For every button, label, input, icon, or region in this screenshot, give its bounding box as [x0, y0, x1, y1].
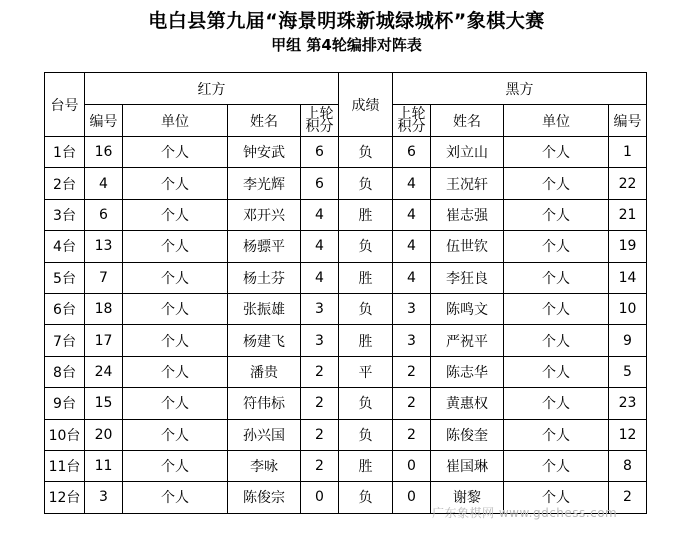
result-cell: 负 [339, 137, 393, 168]
black-number-cell: 1 [609, 137, 647, 168]
red-name-cell: 钟安武 [228, 137, 301, 168]
black-name-cell: 李狂良 [431, 262, 504, 293]
table-row [45, 388, 647, 419]
red-unit-cell: 个人 [123, 293, 228, 324]
table-row [45, 168, 647, 199]
red-name-cell: 孙兴国 [228, 419, 301, 450]
board-cell: 1台 [45, 137, 85, 168]
board-cell: 8台 [45, 356, 85, 387]
board-cell: 3台 [45, 199, 85, 230]
black-unit-cell: 个人 [504, 388, 609, 419]
red-number-cell: 7 [85, 262, 123, 293]
black-prev-score-cell: 2 [393, 419, 431, 450]
black-prev-score-cell: 0 [393, 450, 431, 481]
black-number-cell: 9 [609, 325, 647, 356]
red-number-cell: 4 [85, 168, 123, 199]
table-row [45, 356, 647, 387]
red-prev-score-cell: 2 [301, 388, 339, 419]
header-result: 成绩 [339, 73, 393, 137]
red-number-cell: 18 [85, 293, 123, 324]
red-unit-cell: 个人 [123, 199, 228, 230]
board-cell: 4台 [45, 231, 85, 262]
board-cell: 10台 [45, 419, 85, 450]
black-unit-cell: 个人 [504, 450, 609, 481]
header-board: 台号 [45, 73, 85, 137]
red-number-cell: 16 [85, 137, 123, 168]
red-unit-cell: 个人 [123, 137, 228, 168]
page-subtitle: 甲组 第4轮编排对阵表 [271, 36, 422, 54]
black-prev-score-cell: 4 [393, 199, 431, 230]
black-number-cell: 19 [609, 231, 647, 262]
header-red-number: 编号 [85, 105, 123, 137]
red-name-cell: 陈俊宗 [228, 482, 301, 513]
black-name-cell: 伍世钦 [431, 231, 504, 262]
black-number-cell: 23 [609, 388, 647, 419]
header-row-1 [45, 73, 647, 105]
header-red-prev-score [301, 105, 339, 137]
result-cell: 负 [339, 388, 393, 419]
black-number-cell: 22 [609, 168, 647, 199]
red-unit-cell: 个人 [123, 325, 228, 356]
table-body [45, 137, 647, 514]
pairing-table [44, 72, 647, 514]
header-red-prev-score-line1: 上轮 [305, 105, 334, 122]
red-prev-score-cell: 4 [301, 199, 339, 230]
page-title: 电白县第九届“海景明珠新城绿城杯”象棋大赛 [148, 10, 545, 32]
red-prev-score-cell: 6 [301, 168, 339, 199]
black-number-cell: 14 [609, 262, 647, 293]
header-black-prev-score-line1: 上轮 [397, 105, 426, 122]
header-black-name: 姓名 [431, 105, 504, 137]
red-number-cell: 17 [85, 325, 123, 356]
header-black-side: 黑方 [393, 73, 647, 105]
result-cell: 胜 [339, 262, 393, 293]
red-number-cell: 6 [85, 199, 123, 230]
red-unit-cell: 个人 [123, 388, 228, 419]
black-prev-score-cell: 3 [393, 325, 431, 356]
result-cell: 负 [339, 168, 393, 199]
table-row [45, 450, 647, 481]
header-red-side: 红方 [85, 73, 339, 105]
table-row [45, 293, 647, 324]
header-red-name: 姓名 [228, 105, 301, 137]
red-name-cell: 符伟标 [228, 388, 301, 419]
red-prev-score-cell: 0 [301, 482, 339, 513]
black-number-cell: 12 [609, 419, 647, 450]
black-number-cell: 2 [609, 482, 647, 513]
header-black-unit: 单位 [504, 105, 609, 137]
red-name-cell: 邓开兴 [228, 199, 301, 230]
black-unit-cell: 个人 [504, 199, 609, 230]
red-unit-cell: 个人 [123, 231, 228, 262]
black-name-cell: 陈俊奎 [431, 419, 504, 450]
black-unit-cell: 个人 [504, 168, 609, 199]
result-cell: 负 [339, 482, 393, 513]
black-name-cell: 谢黎 [431, 482, 504, 513]
black-name-cell: 王况轩 [431, 168, 504, 199]
black-name-cell: 陈鸣文 [431, 293, 504, 324]
board-cell: 2台 [45, 168, 85, 199]
red-number-cell: 11 [85, 450, 123, 481]
result-cell: 负 [339, 231, 393, 262]
black-name-cell: 陈志华 [431, 356, 504, 387]
black-name-cell: 黄惠权 [431, 388, 504, 419]
red-name-cell: 张振雄 [228, 293, 301, 324]
red-name-cell: 李光辉 [228, 168, 301, 199]
table-row [45, 262, 647, 293]
black-prev-score-cell: 3 [393, 293, 431, 324]
black-number-cell: 5 [609, 356, 647, 387]
red-unit-cell: 个人 [123, 356, 228, 387]
red-name-cell: 杨骠平 [228, 231, 301, 262]
black-name-cell: 崔国琳 [431, 450, 504, 481]
red-prev-score-cell: 2 [301, 419, 339, 450]
black-name-cell: 刘立山 [431, 137, 504, 168]
red-number-cell: 24 [85, 356, 123, 387]
black-prev-score-cell: 6 [393, 137, 431, 168]
black-name-cell: 严祝平 [431, 325, 504, 356]
table-row [45, 199, 647, 230]
result-cell: 胜 [339, 199, 393, 230]
table-row [45, 231, 647, 262]
red-number-cell: 15 [85, 388, 123, 419]
black-number-cell: 10 [609, 293, 647, 324]
result-cell: 负 [339, 419, 393, 450]
black-prev-score-cell: 2 [393, 356, 431, 387]
red-prev-score-cell: 4 [301, 231, 339, 262]
board-cell: 12台 [45, 482, 85, 513]
red-unit-cell: 个人 [123, 482, 228, 513]
header-red-prev-score-line2: 积分 [305, 118, 334, 135]
black-name-cell: 崔志强 [431, 199, 504, 230]
table-row [45, 137, 647, 168]
black-prev-score-cell: 4 [393, 231, 431, 262]
black-number-cell: 8 [609, 450, 647, 481]
red-unit-cell: 个人 [123, 450, 228, 481]
board-cell: 5台 [45, 262, 85, 293]
red-number-cell: 20 [85, 419, 123, 450]
result-cell: 胜 [339, 450, 393, 481]
red-name-cell: 潘贵 [228, 356, 301, 387]
red-unit-cell: 个人 [123, 419, 228, 450]
black-prev-score-cell: 4 [393, 168, 431, 199]
red-unit-cell: 个人 [123, 168, 228, 199]
black-prev-score-cell: 4 [393, 262, 431, 293]
black-unit-cell: 个人 [504, 325, 609, 356]
board-cell: 7台 [45, 325, 85, 356]
red-number-cell: 13 [85, 231, 123, 262]
red-number-cell: 3 [85, 482, 123, 513]
black-unit-cell: 个人 [504, 482, 609, 513]
red-name-cell: 杨土芬 [228, 262, 301, 293]
black-unit-cell: 个人 [504, 231, 609, 262]
header-black-number: 编号 [609, 105, 647, 137]
red-prev-score-cell: 4 [301, 262, 339, 293]
black-unit-cell: 个人 [504, 137, 609, 168]
board-cell: 9台 [45, 388, 85, 419]
red-prev-score-cell: 2 [301, 356, 339, 387]
header-black-prev-score-line2: 积分 [397, 118, 426, 135]
black-unit-cell: 个人 [504, 262, 609, 293]
red-prev-score-cell: 3 [301, 293, 339, 324]
red-prev-score-cell: 3 [301, 325, 339, 356]
red-name-cell: 杨建飞 [228, 325, 301, 356]
board-cell: 11台 [45, 450, 85, 481]
black-unit-cell: 个人 [504, 356, 609, 387]
red-prev-score-cell: 6 [301, 137, 339, 168]
board-cell: 6台 [45, 293, 85, 324]
black-unit-cell: 个人 [504, 293, 609, 324]
red-prev-score-cell: 2 [301, 450, 339, 481]
red-name-cell: 李咏 [228, 450, 301, 481]
watermark: 广东象棋网 www.gdchess.com [432, 506, 618, 520]
black-number-cell: 21 [609, 199, 647, 230]
result-cell: 胜 [339, 325, 393, 356]
header-red-unit: 单位 [123, 105, 228, 137]
red-unit-cell: 个人 [123, 262, 228, 293]
black-prev-score-cell: 0 [393, 482, 431, 513]
result-cell: 平 [339, 356, 393, 387]
black-prev-score-cell: 2 [393, 388, 431, 419]
black-unit-cell: 个人 [504, 419, 609, 450]
header-black-prev-score [393, 105, 431, 137]
table-row [45, 325, 647, 356]
table-row [45, 419, 647, 450]
result-cell: 负 [339, 293, 393, 324]
